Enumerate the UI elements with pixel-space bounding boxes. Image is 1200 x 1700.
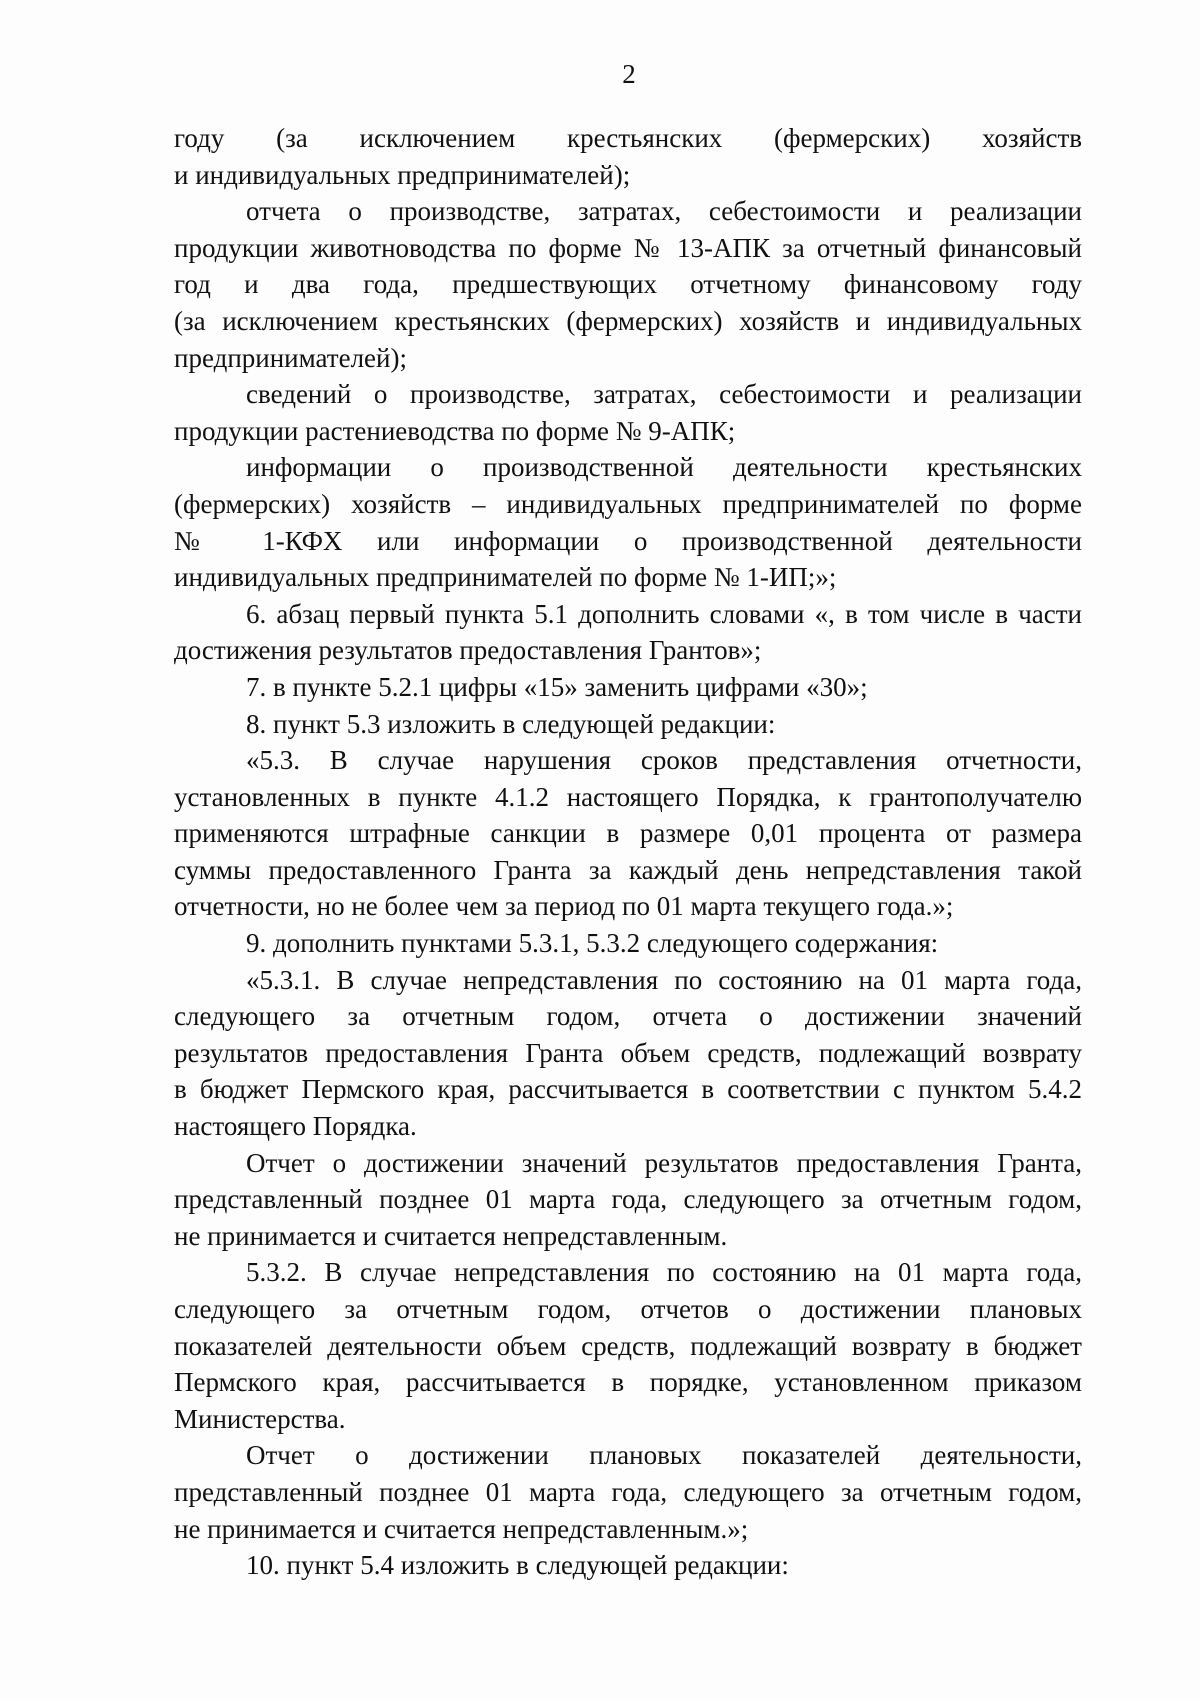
text-line: достижения результатов предоставления Грантов»; <box>174 635 762 666</box>
text-line: в бюджет Пермского края, рассчитывается в соответствии с пунктом 5.4.2 <box>174 1074 1082 1105</box>
text-line: не принимается и считается непредставленным. <box>174 1220 728 1251</box>
text-line: 6. абзац первый пункта 5.1 дополнить словами «, в том числе в части <box>246 598 1082 629</box>
paragraph-clause-5-3-1 <box>174 962 1082 1145</box>
text-line: следующего за отчетным годом, отчета о достижении значений <box>174 1001 1082 1032</box>
text-line: информации о производственной деятельности крестьянских <box>246 452 1082 483</box>
text-line: продукции животноводства по форме № 13-АПК за отчетный финансовый <box>174 232 1082 263</box>
paragraph-report-indicators <box>174 1437 1082 1547</box>
text-line: установленных в пункте 4.1.2 настоящего Порядка, к грантополучателю <box>174 781 1082 812</box>
text-line: суммы предоставленного Гранта за каждый день непредставления такой <box>174 854 1082 885</box>
text-line: (за исключением крестьянских (фермерских) хозяйств и индивидуальных <box>174 305 1082 336</box>
paragraph-clause-5-3 <box>174 742 1082 925</box>
text-line: 10. пункт 5.4 изложить в следующей редакции: <box>246 1550 789 1581</box>
text-line: применяются штрафные санкции в размере 0,01 процента от размера <box>174 818 1082 849</box>
text-line: результатов предоставления Гранта объем средств, подлежащий возврату <box>174 1037 1082 1068</box>
page-number: 2 <box>622 59 636 89</box>
text-line: Отчет о достижении значений результатов предоставления Гранта, <box>246 1147 1082 1178</box>
text-line: представленный позднее 01 марта года, следующего за отчетным годом, <box>174 1184 1082 1215</box>
text-line: «5.3. В случае нарушения сроков представления отчетности, <box>246 745 1082 776</box>
paragraph-form-9-apk <box>174 376 1082 449</box>
text-line: Отчет о достижении плановых показателей деятельности, <box>246 1440 1082 1471</box>
text-line: показателей деятельности объем средств, подлежащий возврату в бюджет <box>174 1330 1082 1361</box>
text-line: настоящего Порядка. <box>174 1111 417 1142</box>
text-line: год и два года, предшествующих отчетному финансовому году <box>174 269 1082 300</box>
paragraph-item-6 <box>174 596 1082 669</box>
paragraph-item-8 <box>174 706 1082 743</box>
paragraph-report-results <box>174 1145 1082 1255</box>
text-line: (фермерских) хозяйств – индивидуальных предпринимателей по форме <box>174 488 1082 519</box>
text-line: году (за исключением крестьянских (фермерских) хозяйств <box>174 123 1082 153</box>
paragraph-item-10 <box>174 1547 1082 1584</box>
text-line: индивидуальных предпринимателей по форме № 1-ИП;»; <box>174 562 837 593</box>
paragraph-form-13-apk <box>174 193 1082 376</box>
text-line: 5.3.2. В случае непредставления по состоянию на 01 марта года, <box>246 1257 1082 1288</box>
text-line: 8. пункт 5.3 изложить в следующей редакции: <box>246 708 776 739</box>
paragraph-item-9 <box>174 925 1082 962</box>
text-line: и индивидуальных предпринимателей); <box>174 159 631 190</box>
text-line: Пермского края, рассчитывается в порядке, установленном приказом <box>174 1367 1082 1398</box>
paragraph-clause-5-3-2 <box>174 1254 1082 1437</box>
paragraph-form-1-kfh <box>174 449 1082 595</box>
text-line: представленный позднее 01 марта года, следующего за отчетным годом, <box>174 1476 1082 1507</box>
text-line: продукции растениеводства по форме № 9-АПК; <box>174 415 736 446</box>
text-line: следующего за отчетным годом, отчетов о достижении плановых <box>174 1294 1082 1324</box>
text-line: «5.3.1. В случае непредставления по состоянию на 01 марта года, <box>246 964 1082 995</box>
paragraph-item-7 <box>174 669 1082 706</box>
text-line: сведений о производстве, затратах, себестоимости и реализации <box>246 379 1082 410</box>
text-line: № 1-КФХ или информации о производственной деятельности <box>174 525 1082 556</box>
text-line: не принимается и считается непредставленным.»; <box>174 1513 749 1544</box>
text-line: отчетности, но не более чем за период по 01 марта текущего года.»; <box>174 891 954 922</box>
text-line: 9. дополнить пунктами 5.3.1, 5.3.2 следующего содержания: <box>246 928 939 959</box>
text-line: предпринимателей); <box>174 342 407 373</box>
paragraph-continuation <box>174 120 1082 193</box>
text-line: отчета о производстве, затратах, себестоимости и реализации <box>246 196 1082 227</box>
document-body <box>174 120 1082 1584</box>
text-line: Министерства. <box>174 1403 346 1434</box>
text-line: 7. в пункте 5.2.1 цифры «15» заменить цифрами «30»; <box>246 671 868 702</box>
